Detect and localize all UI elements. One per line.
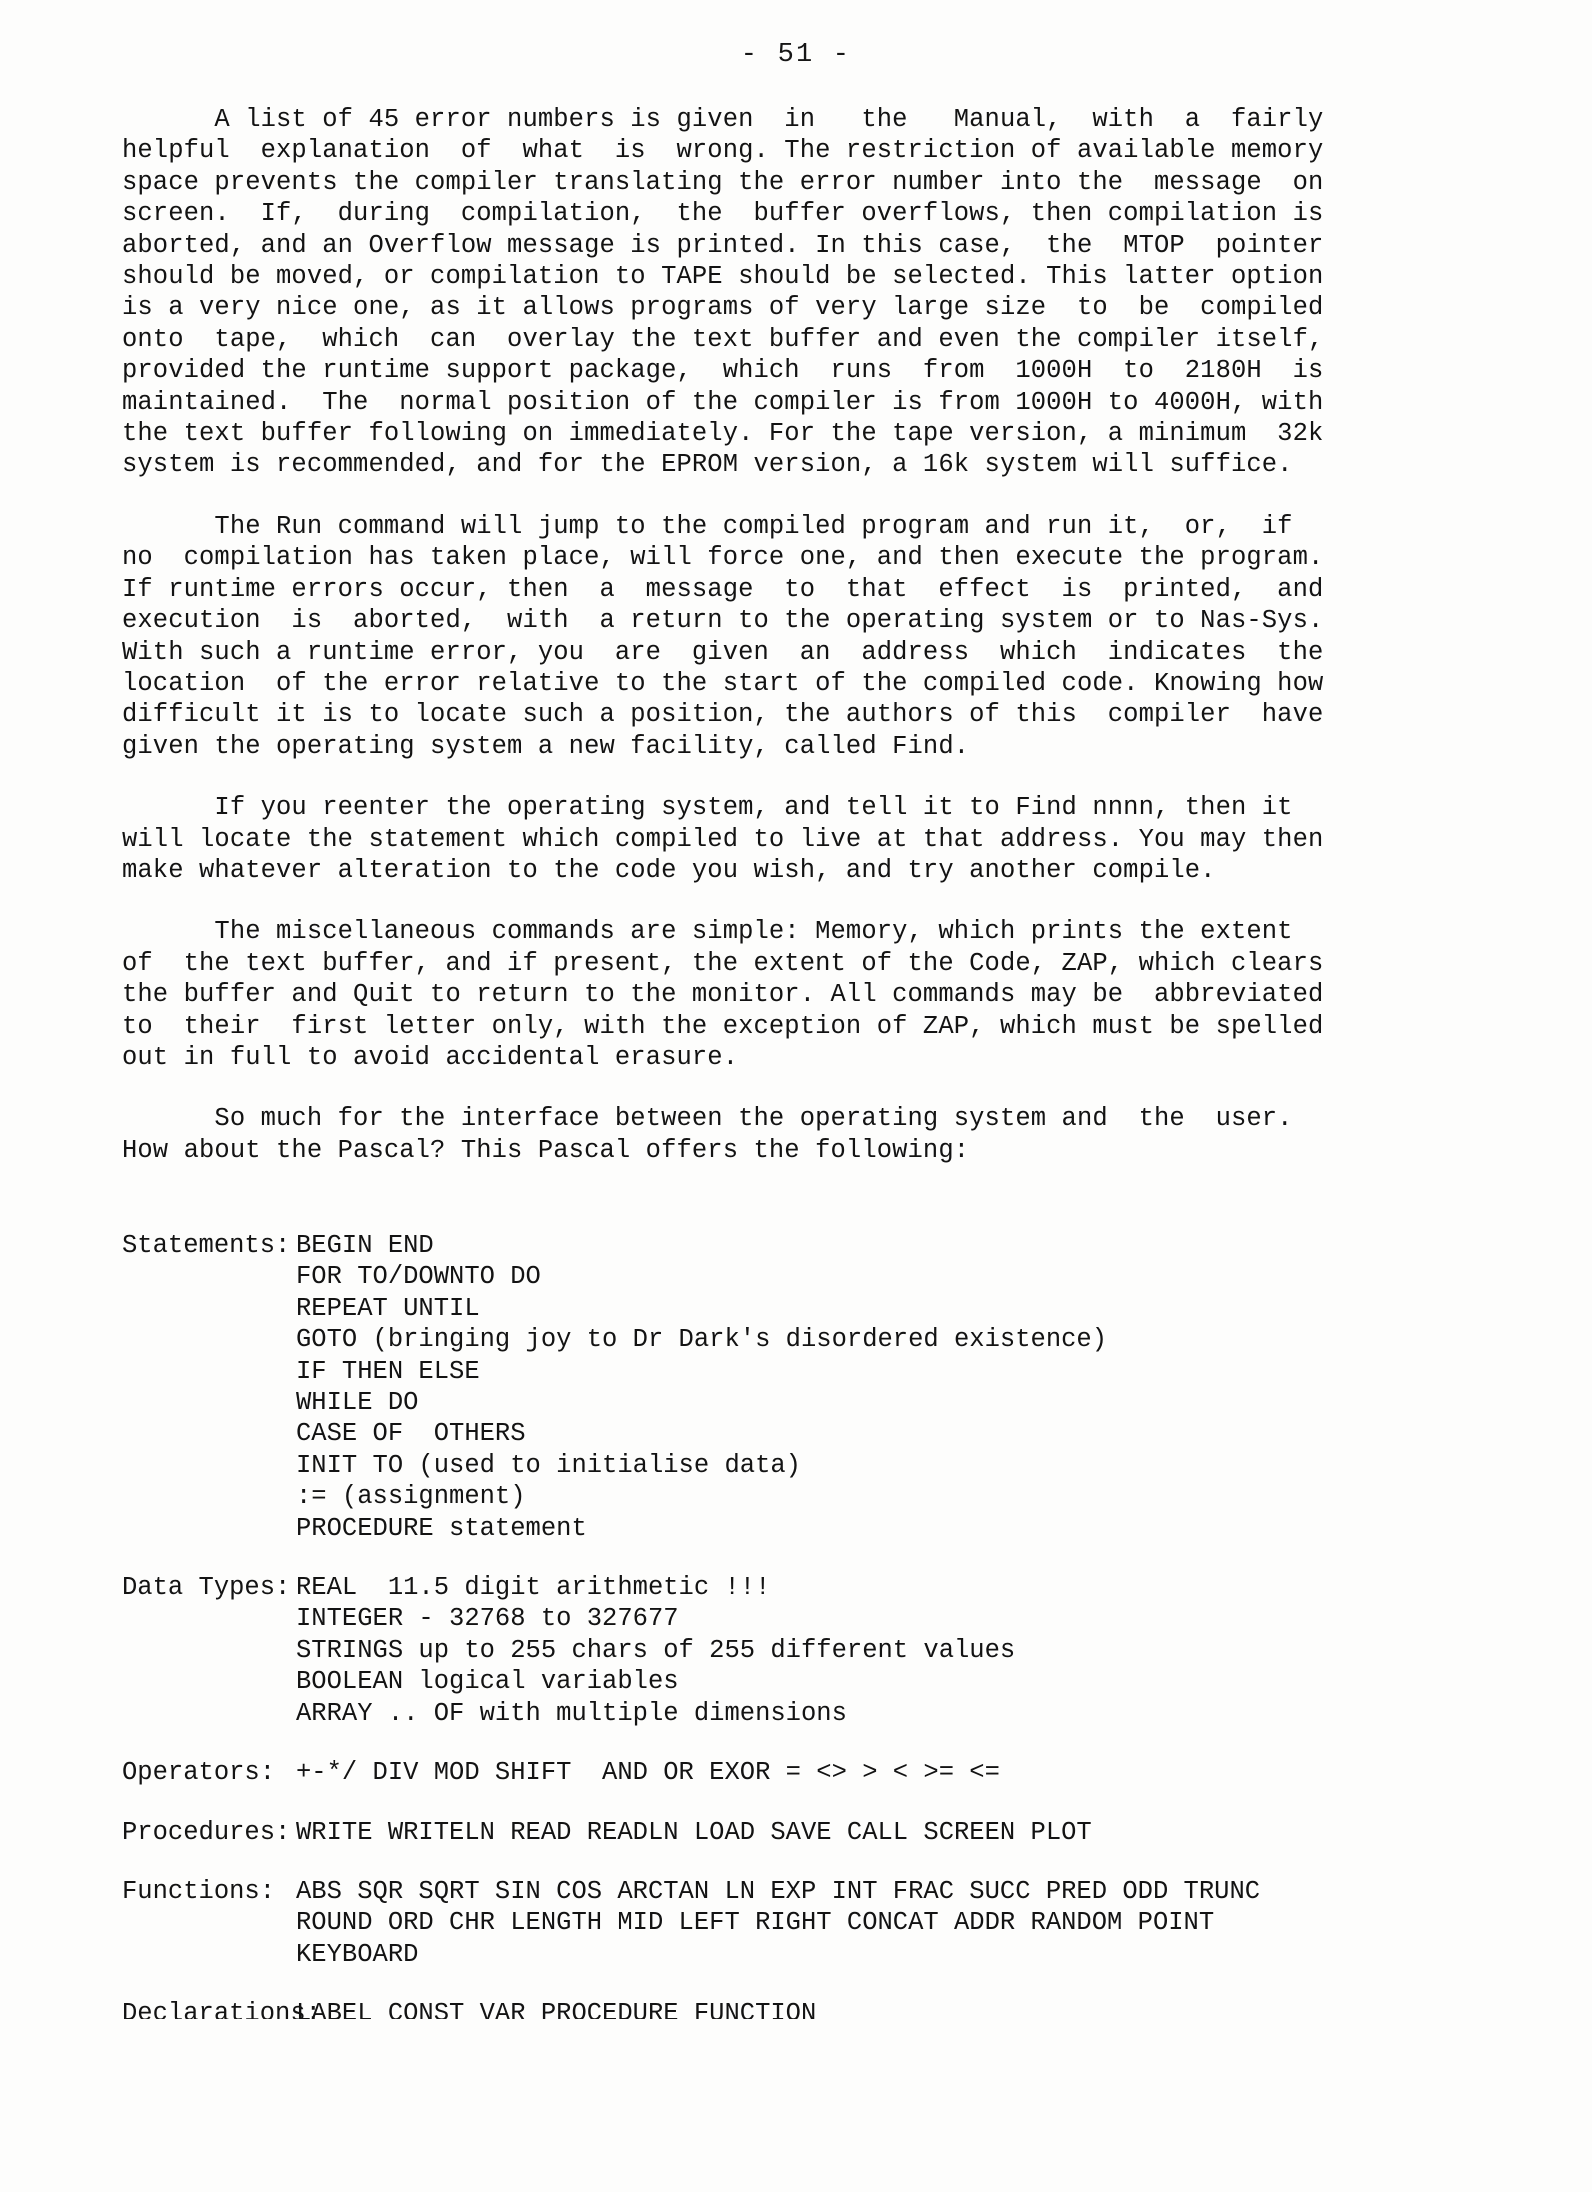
feature-group-label: Statements: bbox=[122, 1231, 291, 1260]
feature-definition-list bbox=[122, 1230, 1477, 2019]
paragraph-error-numbers bbox=[122, 104, 1477, 481]
feature-item: STRINGS up to 255 chars of 255 different values bbox=[296, 1635, 1016, 1665]
text-line: The Run command will jump to the compiled program and run it, or, if bbox=[122, 511, 1293, 541]
feature-group-items bbox=[296, 1572, 1477, 1729]
feature-item: LABEL CONST VAR PROCEDURE FUNCTION bbox=[296, 1999, 817, 2020]
feature-group-items bbox=[296, 1757, 1477, 1788]
feature-item: INTEGER - 32768 to 327677 bbox=[296, 1604, 679, 1634]
feature-group-procedures bbox=[122, 1817, 1477, 1848]
text-line: location of the error relative to the start of the compiled code. Knowing how bbox=[122, 668, 1324, 698]
text-line: space prevents the compiler translating the error number into the message on bbox=[122, 167, 1324, 197]
feature-item: +-*/ DIV MOD SHIFT AND OR EXOR = <> > < >= <= bbox=[296, 1758, 1000, 1788]
text-line: maintained. The normal position of the compiler is from 1000H to 4000H, with bbox=[122, 387, 1324, 417]
feature-group-label: Operators: bbox=[122, 1758, 276, 1788]
text-line: the text buffer following on immediately. For the tape version, a minimum 32k bbox=[122, 419, 1324, 449]
feature-item: WRITE WRITELN READ READLN LOAD SAVE CALL SCREEN PLOT bbox=[296, 1817, 1092, 1847]
body-text bbox=[122, 104, 1477, 1166]
feature-group-declarations bbox=[122, 1998, 1477, 2019]
feature-item: REPEAT UNTIL bbox=[296, 1293, 480, 1323]
paragraph-find-command bbox=[122, 792, 1477, 886]
text-line: The miscellaneous commands are simple: Memory, which prints the extent bbox=[122, 917, 1293, 947]
paragraph-interface-summary bbox=[122, 1103, 1477, 1166]
feature-item: WHILE DO bbox=[296, 1388, 419, 1418]
text-line: How about the Pascal? This Pascal offers the following: bbox=[122, 1135, 970, 1165]
text-line: If you reenter the operating system, and tell it to Find nnnn, then it bbox=[122, 793, 1293, 823]
feature-group-label: Declarations: bbox=[122, 1999, 321, 2020]
text-line: system is recommended, and for the EPROM version, a 16k system will suffice. bbox=[122, 450, 1293, 480]
text-line: helpful explanation of what is wrong. The restriction of available memory bbox=[122, 136, 1324, 166]
text-line: provided the runtime support package, which runs from 1000H to 2180H is bbox=[122, 356, 1324, 386]
feature-item: ARRAY .. OF with multiple dimensions bbox=[296, 1698, 847, 1728]
text-line: screen. If, during compilation, the buffer overflows, then compilation is bbox=[122, 199, 1324, 229]
feature-item: CASE OF OTHERS bbox=[296, 1419, 526, 1449]
feature-item: ROUND ORD CHR LENGTH MID LEFT RIGHT CONCAT ADDR RANDOM POINT bbox=[296, 1908, 1215, 1938]
feature-group-items bbox=[296, 1817, 1477, 1848]
feature-group-operators bbox=[122, 1757, 1477, 1788]
feature-item: := (assignment) bbox=[296, 1482, 526, 1512]
text-line: make whatever alteration to the code you wish, and try another compile. bbox=[122, 855, 1216, 885]
feature-item: KEYBOARD bbox=[296, 1939, 419, 1969]
feature-group-statements bbox=[122, 1230, 1477, 1544]
text-line: should be moved, or compilation to TAPE should be selected. This latter option bbox=[122, 262, 1324, 292]
feature-item: ABS SQR SQRT SIN COS ARCTAN LN EXP INT FRAC SUCC PRED ODD TRUNC bbox=[296, 1876, 1261, 1906]
text-line: execution is aborted, with a return to the operating system or to Nas-Sys. bbox=[122, 606, 1324, 636]
feature-item: GOTO (bringing joy to Dr Dark's disordered existence) bbox=[296, 1325, 1108, 1355]
feature-group-items bbox=[296, 1876, 1477, 1970]
text-line: given the operating system a new facility, called Find. bbox=[122, 731, 970, 761]
feature-group-label: Data Types: bbox=[122, 1573, 291, 1603]
feature-group-functions bbox=[122, 1876, 1477, 1970]
feature-item: REAL 11.5 digit arithmetic !!! bbox=[296, 1573, 771, 1603]
feature-group-data-types bbox=[122, 1572, 1477, 1729]
feature-group-items bbox=[296, 1998, 1477, 2019]
text-line: If runtime errors occur, then a message to that effect is printed, and bbox=[122, 574, 1324, 604]
paragraph-run-command bbox=[122, 511, 1477, 762]
text-line: out in full to avoid accidental erasure. bbox=[122, 1042, 739, 1072]
paragraph-misc-commands bbox=[122, 916, 1477, 1073]
text-line: With such a runtime error, you are given an address which indicates the bbox=[122, 637, 1324, 667]
text-line: A list of 45 error numbers is given in the Manual, with a fairly bbox=[122, 105, 1324, 134]
text-line: So much for the interface between the operating system and the user. bbox=[122, 1104, 1293, 1134]
text-line: will locate the statement which compiled to live at that address. You may then bbox=[122, 824, 1324, 854]
feature-item: INIT TO (used to initialise data) bbox=[296, 1450, 801, 1480]
pascal-feature-summary bbox=[122, 1230, 1477, 2019]
feature-item: FOR TO/DOWNTO DO bbox=[296, 1262, 541, 1292]
page-number: - 51 - bbox=[740, 40, 852, 70]
text-line: to their first letter only, with the exception of ZAP, which must be spelled bbox=[122, 1011, 1324, 1041]
text-line: aborted, and an Overflow message is printed. In this case, the MTOP pointer bbox=[122, 230, 1324, 260]
text-line: no compilation has taken place, will force one, and then execute the program. bbox=[122, 543, 1324, 573]
text-line: difficult it is to locate such a position, the authors of this compiler have bbox=[122, 700, 1324, 730]
feature-group-label: Functions: bbox=[122, 1876, 276, 1906]
text-line: the buffer and Quit to return to the monitor. All commands may be abbreviated bbox=[122, 980, 1324, 1010]
text-line: is a very nice one, as it allows programs of very large size to be compiled bbox=[122, 293, 1324, 323]
text-line: of the text buffer, and if present, the extent of the Code, ZAP, which clears bbox=[122, 948, 1324, 978]
text-line: onto tape, which can overlay the text buffer and even the compiler itself, bbox=[122, 324, 1324, 354]
feature-item: PROCEDURE statement bbox=[296, 1513, 587, 1543]
feature-group-label: Procedures: bbox=[122, 1817, 291, 1847]
feature-item: IF THEN ELSE bbox=[296, 1356, 480, 1386]
feature-item: BOOLEAN logical variables bbox=[296, 1667, 679, 1697]
feature-group-items bbox=[296, 1230, 1477, 1544]
feature-item: BEGIN END bbox=[296, 1231, 434, 1260]
clipped-bottom-line bbox=[122, 1998, 1477, 2019]
